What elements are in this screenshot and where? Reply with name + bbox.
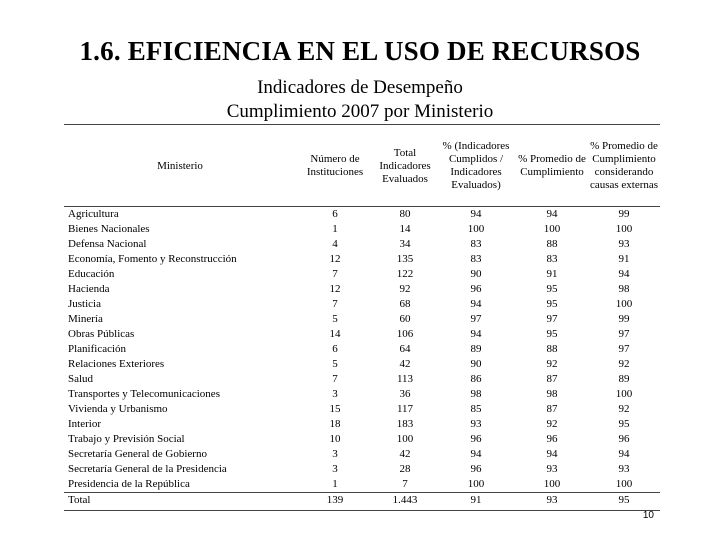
cell-ministerio: Agricultura: [68, 208, 119, 220]
cell-total-indicadores: 106: [396, 328, 414, 340]
cell-num-instituciones: 3: [332, 448, 338, 460]
cell-pct-promedio: 97: [546, 313, 558, 325]
cell-ministerio: Bienes Nacionales: [68, 223, 150, 235]
table-row: [64, 222, 660, 237]
cell-pct-promedio: 83: [546, 253, 558, 265]
cell-ministerio: Defensa Nacional: [68, 238, 147, 250]
cell-pct-causas-externas: 100: [615, 298, 633, 310]
subtitle-line-2: Cumplimiento 2007 por Ministerio: [226, 101, 494, 122]
table-row: [64, 477, 660, 493]
cell-num-instituciones: 4: [332, 238, 338, 250]
cell-ministerio: Trabajo y Previsión Social: [68, 433, 185, 445]
cell-total-indicadores: 122: [396, 268, 414, 280]
cell-num-instituciones: 7: [332, 373, 338, 385]
cell-pct-causas-externas: 100: [615, 223, 633, 235]
cell-pct-causas-externas: 94: [618, 448, 630, 460]
cell-num-instituciones: 6: [332, 343, 338, 355]
cell-total-indicadores: 135: [396, 253, 414, 265]
cell-num-instituciones: 5: [332, 358, 338, 370]
cell-pct-cumplidos: 100: [467, 223, 485, 235]
cell-pct-promedio: 100: [543, 223, 561, 235]
cell-num-instituciones: 12: [329, 253, 341, 265]
cell-num-instituciones: 139: [296, 493, 374, 509]
cell-pct-causas-externas: 99: [618, 313, 630, 325]
cell-pct-causas-externas: 93: [618, 238, 630, 250]
header-num-instituciones: Número de Instituciones: [296, 126, 374, 207]
cell-num-instituciones: 18: [329, 418, 341, 430]
slide-title: 1.6. EFICIENCIA EN EL USO DE RECURSOS: [79, 36, 641, 66]
cell-num-instituciones: 6: [332, 208, 338, 220]
cell-total-indicadores: 34: [399, 238, 411, 250]
cell-ministerio: Transportes y Telecomunicaciones: [68, 388, 220, 400]
cell-pct-promedio: 92: [546, 418, 558, 430]
cell-ministerio: Total: [64, 493, 296, 509]
cell-pct-causas-externas: 92: [618, 403, 630, 415]
header-pct-cumplidos: % (Indicadores Cumplidos / Indicadores Evaluados): [436, 126, 516, 207]
cell-pct-promedio: 87: [546, 373, 558, 385]
cell-total-indicadores: 14: [399, 223, 411, 235]
cell-num-instituciones: 7: [332, 268, 338, 280]
cell-pct-causas-externas: 89: [618, 373, 630, 385]
cell-pct-cumplidos: 94: [470, 208, 482, 220]
cell-pct-cumplidos: 85: [470, 403, 482, 415]
cell-total-indicadores: 113: [396, 373, 414, 385]
cell-total-indicadores: 80: [399, 208, 411, 220]
table-row: [64, 207, 660, 223]
table-row: [64, 327, 660, 342]
cell-pct-cumplidos: 96: [470, 283, 482, 295]
table-body: [64, 207, 660, 509]
cell-pct-causas-externas: 96: [618, 433, 630, 445]
performance-table: [64, 126, 660, 508]
cell-pct-cumplidos: 93: [470, 418, 482, 430]
cell-pct-cumplidos: 90: [470, 358, 482, 370]
cell-total-indicadores: 117: [396, 403, 414, 415]
cell-pct-promedio: 88: [546, 343, 558, 355]
table-row: [64, 432, 660, 447]
cell-ministerio: Presidencia de la República: [68, 478, 190, 490]
cell-pct-cumplidos: 89: [470, 343, 482, 355]
cell-pct-cumplidos: 100: [467, 478, 485, 490]
cell-total-indicadores: 100: [396, 433, 414, 445]
table-row: [64, 297, 660, 312]
table-total-row: [64, 493, 660, 509]
cell-pct-cumplidos: 96: [470, 433, 482, 445]
cell-num-instituciones: 7: [332, 298, 338, 310]
cell-pct-causas-externas: 95: [588, 493, 660, 509]
cell-pct-promedio: 96: [546, 433, 558, 445]
cell-pct-promedio: 95: [546, 283, 558, 295]
cell-ministerio: Salud: [68, 373, 94, 385]
cell-pct-causas-externas: 98: [618, 283, 630, 295]
cell-num-instituciones: 14: [329, 328, 341, 340]
cell-pct-causas-externas: 97: [618, 328, 630, 340]
cell-pct-promedio: 93: [546, 463, 558, 475]
cell-pct-promedio: 94: [546, 208, 558, 220]
header-ministerio: Ministerio: [64, 126, 296, 207]
subtitle-line-1: Indicadores de Desempeño: [257, 77, 463, 98]
cell-total-indicadores: 7: [402, 478, 408, 490]
cell-ministerio: Hacienda: [68, 283, 110, 295]
cell-pct-promedio: 94: [546, 448, 558, 460]
cell-pct-cumplidos: 94: [470, 328, 482, 340]
cell-ministerio: Secretaría General de Gobierno: [68, 448, 207, 460]
cell-pct-promedio: 95: [546, 298, 558, 310]
cell-ministerio: Justicia: [68, 298, 101, 310]
cell-ministerio: Educación: [68, 268, 115, 280]
cell-pct-cumplidos: 90: [470, 268, 482, 280]
cell-total-indicadores: 28: [399, 463, 411, 475]
cell-pct-cumplidos: 98: [470, 388, 482, 400]
cell-pct-cumplidos: 96: [470, 463, 482, 475]
cell-pct-cumplidos: 83: [470, 253, 482, 265]
cell-pct-causas-externas: 93: [618, 463, 630, 475]
cell-pct-cumplidos: 83: [470, 238, 482, 250]
cell-ministerio: Economía, Fomento y Reconstrucción: [68, 253, 237, 265]
table-row: [64, 387, 660, 402]
table-row: [64, 342, 660, 357]
cell-pct-promedio: 95: [546, 328, 558, 340]
cell-pct-cumplidos: 94: [470, 298, 482, 310]
table-row: [64, 357, 660, 372]
cell-num-instituciones: 1: [332, 223, 338, 235]
cell-pct-causas-externas: 91: [618, 253, 630, 265]
cell-ministerio: Relaciones Exteriores: [68, 358, 165, 370]
table-row: [64, 312, 660, 327]
cell-pct-causas-externas: 92: [618, 358, 630, 370]
cell-pct-promedio: 98: [546, 388, 558, 400]
cell-ministerio: Minería: [68, 313, 103, 325]
cell-num-instituciones: 3: [332, 463, 338, 475]
table-row: [64, 252, 660, 267]
table-row: [64, 417, 660, 432]
cell-num-instituciones: 12: [329, 283, 341, 295]
header-pct-promedio: % Promedio de Cumplimiento: [516, 126, 588, 207]
table-row: [64, 372, 660, 387]
cell-pct-causas-externas: 99: [618, 208, 630, 220]
cell-pct-cumplidos: 86: [470, 373, 482, 385]
cell-total-indicadores: 42: [399, 358, 411, 370]
cell-pct-causas-externas: 100: [615, 478, 633, 490]
cell-pct-promedio: 88: [546, 238, 558, 250]
cell-ministerio: Planificación: [68, 343, 127, 355]
header-total-indicadores: Total Indicadores Evaluados: [374, 126, 436, 207]
cell-total-indicadores: 92: [399, 283, 411, 295]
cell-total-indicadores: 60: [399, 313, 411, 325]
cell-total-indicadores: 64: [399, 343, 411, 355]
cell-pct-cumplidos: 94: [470, 448, 482, 460]
cell-pct-promedio: 91: [546, 268, 558, 280]
cell-num-instituciones: 1: [332, 478, 338, 490]
cell-total-indicadores: 36: [399, 388, 411, 400]
cell-total-indicadores: 1.443: [374, 493, 436, 509]
cell-ministerio: Vivienda y Urbanismo: [68, 403, 168, 415]
cell-pct-promedio: 87: [546, 403, 558, 415]
cell-ministerio: Secretaría General de la Presidencia: [68, 463, 227, 475]
table-row: [64, 402, 660, 417]
cell-pct-causas-externas: 94: [618, 268, 630, 280]
cell-ministerio: Obras Públicas: [68, 328, 135, 340]
cell-num-instituciones: 15: [329, 403, 341, 415]
page-number: 10: [642, 510, 654, 521]
cell-num-instituciones: 5: [332, 313, 338, 325]
table-row: [64, 282, 660, 297]
table-row: [64, 237, 660, 252]
cell-ministerio: Interior: [68, 418, 101, 430]
table-row: [64, 267, 660, 282]
cell-pct-cumplidos: 97: [470, 313, 482, 325]
cell-pct-promedio: 100: [543, 478, 561, 490]
cell-pct-promedio: 93: [516, 493, 588, 509]
cell-total-indicadores: 42: [399, 448, 411, 460]
cell-total-indicadores: 68: [399, 298, 411, 310]
header-pct-causas-externas: % Promedio de Cumplimiento considerando causas externas: [588, 126, 660, 207]
cell-pct-promedio: 92: [546, 358, 558, 370]
cell-pct-causas-externas: 100: [615, 388, 633, 400]
cell-pct-cumplidos: 91: [436, 493, 516, 509]
cell-pct-causas-externas: 95: [618, 418, 630, 430]
cell-pct-causas-externas: 97: [618, 343, 630, 355]
cell-total-indicadores: 183: [396, 418, 414, 430]
table-header-row: [64, 126, 660, 207]
cell-num-instituciones: 10: [329, 433, 341, 445]
table-row: [64, 462, 660, 477]
table-row: [64, 447, 660, 462]
cell-num-instituciones: 3: [332, 388, 338, 400]
